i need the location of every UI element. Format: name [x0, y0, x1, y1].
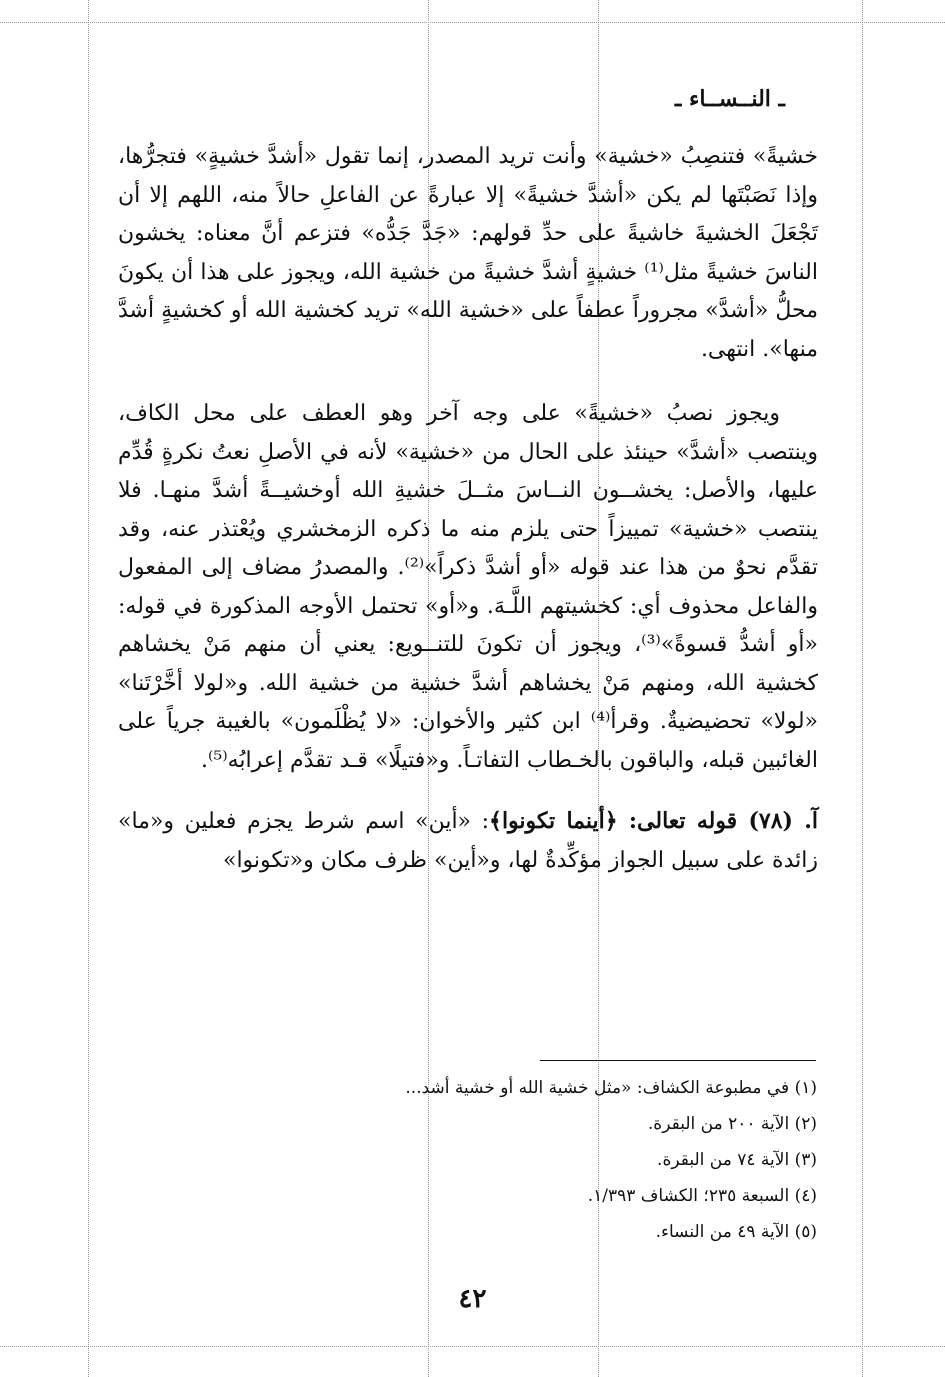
scan-guide-line — [862, 0, 863, 1377]
verse-heading: آ. (٧٨) قوله تعالى: ﴿أينما تكونوا﴾ — [489, 808, 818, 834]
footnote: (٢) الآية ٢٠٠ من البقرة. — [647, 1114, 817, 1134]
footnote: (٣) الآية ٧٤ من البقرة. — [657, 1150, 817, 1170]
footnotes — [257, 1070, 817, 1250]
page-number: ٤٢ — [458, 1284, 487, 1314]
scan-guide-line — [88, 0, 89, 1377]
scan-guide-line — [0, 1346, 945, 1347]
footnote: (٥) الآية ٤٩ من النساء. — [655, 1222, 817, 1242]
verse-commentary: : «أين» اسم شرط يجزم فعلين و«ما» زائدة على سبيل الجواز مؤكِّدةٌ لها، و«أين» ظرف مكان و«تكونوا» — [118, 809, 818, 873]
running-title: ـ النــســاء ـ — [674, 86, 785, 112]
paragraph-text: ويجوز نصبُ «خشيةً» على وجه آخر وهو العطف على محل الكاف، وينتصب «أشدَّ» حينئذ على الحال من «خشية» لأنه في الأصلِ نعتُ نكرةٍ قُدِّم عليها، والأصل: يخشــون النــاسَ مثــلَ خشيةِ الله أوخشيــةً أشدَّ منهـا. فلا ينتصب «خشية» تمييزاً حتى يلزم منه ما ذكره الزمخشري ويُعْتذر عنه، وقد تقدَّم نحوٌ من هذا عند قوله «أو أشدَّ ذكراً»⁽²⁾. والمصدرُ مضاف إلى المفعول والفاعل محذوف أي: كخشيتهم اللَّـهَ. و«أو» تحتمل الأوجه المذكورة في قوله: «أو أشدُّ قسوةً»⁽³⁾، ويجوز أن تكونَ للتنــويع: يعني أن منهم مَنْ يخشاهم كخشية الله، ومنهم مَنْ يخشاهم أشدَّ خشية من خشية الله. و«لولا أخَّرْتَنا» «لولا» تحضيضيةٌ. وقرأ⁽⁴⁾ ابن كثير والأخوان: «لا يُظْلَمون» بالغيبة جرياً على الغائبين قبله، والباقون بالخـطاب التفاتـاً. و«فتيلًا» قـد تقدَّم إعرابُه⁽⁵⁾. — [118, 401, 818, 773]
paragraph: خشيةً» فتنصِبُ «خشية» وأنت تريد المصدر، إنما تقول «أشدَّ خشيةٍ» فتجرُّها، وإذا نَصَبْتَها لم يكن «أشدَّ خشيةً» إلا عبارةً عن الفاعلِ حالاً منه، اللهم إلا أن تَجْعَلَ الخشيةَ خاشيةً على حدِّ قولهم: «جَدَّ جَدُّه» فتزعم أنَّ معناه: يخشون الناسَ خشيةً مثل⁽¹⁾ خشيةٍ أشدَّ خشيةً من خشية الله، ويجوز على هذا أن يكونَ محلُّ «أشدَّ» مجروراً عطفاً على «خشية الله» تريد كخشية الله أو كخشيةٍ أشدَّ منها». انتهى. — [118, 144, 818, 362]
footnote: (١) في مطبوعة الكشاف: «مثل خشية الله أو خشية أشد... — [405, 1078, 817, 1098]
verse-paragraph — [118, 802, 818, 880]
paragraph — [118, 395, 818, 780]
footnote-separator — [540, 1060, 816, 1061]
main-text — [118, 138, 818, 880]
scan-guide-line — [0, 22, 945, 23]
footnote: (٤) السبعة ٢٣٥؛ الكشاف ١/٣٩٣. — [587, 1186, 817, 1206]
